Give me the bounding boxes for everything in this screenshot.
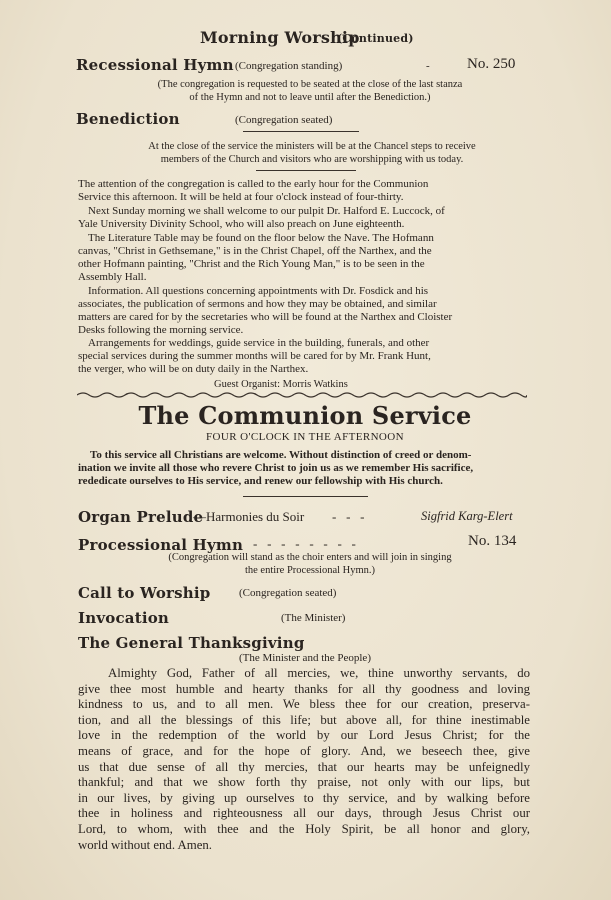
organ-prelude-heading: Organ Prelude xyxy=(78,508,204,526)
welcome-line: To this service all Christians are welcome. Without distinction of creed or denom- xyxy=(90,449,472,461)
processional-heading: Processional Hymn xyxy=(78,536,244,554)
prayer-line: kindness to us, and to all men. We bless thee for our creation, preserva- xyxy=(78,697,530,712)
announcement-line: special services during the summer months will be cared for by Mr. Frank Hunt, xyxy=(78,350,431,362)
announcement-line: canvas, "Christ in Gethsemane," is in the Christ Chapel, off the Narthex, and the xyxy=(78,245,432,257)
divider-rule xyxy=(243,496,368,497)
invocation-heading: Invocation xyxy=(78,609,170,627)
recessional-dash: - xyxy=(426,60,430,72)
prelude-dashes: - - - xyxy=(332,509,365,524)
prayer-line: us that due sense of all thy mercies, that our hearts may be unfeignedly xyxy=(78,759,530,774)
prayer-line: tion, and all the blessings of this life; but above all, for thine inestimable xyxy=(78,712,530,727)
processional-dashes: - - - - - - - - xyxy=(253,536,356,551)
divider-rule xyxy=(243,131,359,132)
prayer-line: in our lives, by giving up ourselves to thy service, and by walking before xyxy=(78,790,530,805)
benediction-heading: Benediction xyxy=(76,110,180,128)
announcement-line: Service this afternoon. It will be held at four o'clock instead of four-thirty. xyxy=(78,191,404,203)
announcement-line: associates, the publication of sermons and how they may be obtained, and similar xyxy=(78,298,437,310)
prayer-line: Almighty God, Father of all mercies, we, thine unworthy servants, do xyxy=(108,666,530,680)
call-to-worship-note: (Congregation seated) xyxy=(239,587,337,599)
announcement-line: the verger, who will be on duty daily in the Narthex. xyxy=(78,363,309,375)
ornamental-divider xyxy=(77,391,527,399)
continued-label: (Continued) xyxy=(337,32,414,45)
recessional-note: (Congregation standing) xyxy=(235,60,343,72)
call-to-worship-heading: Call to Worship xyxy=(78,584,211,602)
recessional-number: No. 250 xyxy=(467,56,516,72)
announcement-line: Desks following the morning service. xyxy=(78,324,244,336)
announcement-line: Information. All questions concerning appointments with Dr. Fosdick and his xyxy=(88,285,429,297)
prayer-line: thee in holiness and righteousness all our days, through Jesus Christ our xyxy=(78,806,530,821)
prayer-line: Lord, to whom, with thee and the Holy Spirit, be all honor and glory, xyxy=(78,821,530,836)
general-thanksgiving-heading: The General Thanksgiving xyxy=(78,634,305,652)
announcement-line: Arrangements for weddings, guide service in the building, funerals, and other xyxy=(88,337,430,349)
morning-worship-title: Morning Worship xyxy=(200,28,360,47)
announcement-line: Assembly Hall. xyxy=(78,271,147,283)
announcement-line: Next Sunday morning we shall welcome to our pulpit Dr. Halford E. Luccock, of xyxy=(88,205,445,217)
chancel-note-2: members of the Church and visitors who are worshipping with us today. xyxy=(160,154,464,165)
prayer-line: love in the redemption of the world by our Lord Jesus Christ; for the xyxy=(78,728,530,743)
announcement-line: Yale University Divinity School, who will also preach on June eighteenth. xyxy=(78,218,405,230)
welcome-line: rededicate ourselves to His service, and renew our fellowship with His church. xyxy=(78,475,443,487)
processional-instruction-2: the entire Processional Hymn.) xyxy=(244,565,376,576)
benediction-note: (Congregation seated) xyxy=(235,114,333,126)
prayer-line: thankful; and that we show forth thy praise, not only with our lips, but xyxy=(78,775,530,790)
announcement-line: The Literature Table may be found on the floor below the Nave. The Hofmann xyxy=(88,232,434,244)
processional-instruction-1: (Congregation will stand as the choir enters and will join in singing xyxy=(168,552,452,563)
recessional-instruction-2: of the Hymn and not to leave until after the Benediction.) xyxy=(189,92,431,103)
invocation-note: (The Minister) xyxy=(281,612,346,624)
prayer-line: means of grace, and for the hope of glory. And, we beseech thee, give xyxy=(78,743,530,758)
prelude-piece: —Harmonies du Soir xyxy=(193,509,305,524)
prelude-composer: Sigfrid Karg-Elert xyxy=(421,509,513,523)
processional-number: No. 134 xyxy=(468,533,517,549)
prayer-line: give thee most humble and hearty thanks for all thy goodness and loving xyxy=(78,681,530,696)
announcement-line: The attention of the congregation is called to the early hour for the Communion xyxy=(78,178,429,190)
announcement-line: other Hofmann painting, "Christ and the Rich Young Man," is to be seen in the xyxy=(78,258,425,270)
thanksgiving-prayer xyxy=(78,666,530,853)
recessional-instruction-1: (The congregation is requested to be seated at the close of the last stanza xyxy=(157,79,463,90)
guest-organist: Guest Organist: Morris Watkins xyxy=(214,379,348,390)
divider-rule xyxy=(256,170,356,171)
chancel-note-1: At the close of the service the ministers will be at the Chancel steps to receive xyxy=(148,141,476,152)
communion-title: The Communion Service xyxy=(138,401,472,430)
communion-time: FOUR O'CLOCK IN THE AFTERNOON xyxy=(206,431,404,443)
announcement-line: matters are cared for by the secretaries who will be found at the Narthex and Cloister xyxy=(78,311,453,323)
prayer-line: world without end. Amen. xyxy=(78,837,212,852)
welcome-line: ination we invite all those who revere Christ to join us as we remember His sacrifice, xyxy=(78,462,474,474)
thanksgiving-note: (The Minister and the People) xyxy=(239,652,371,664)
recessional-heading: Recessional Hymn xyxy=(76,56,234,74)
